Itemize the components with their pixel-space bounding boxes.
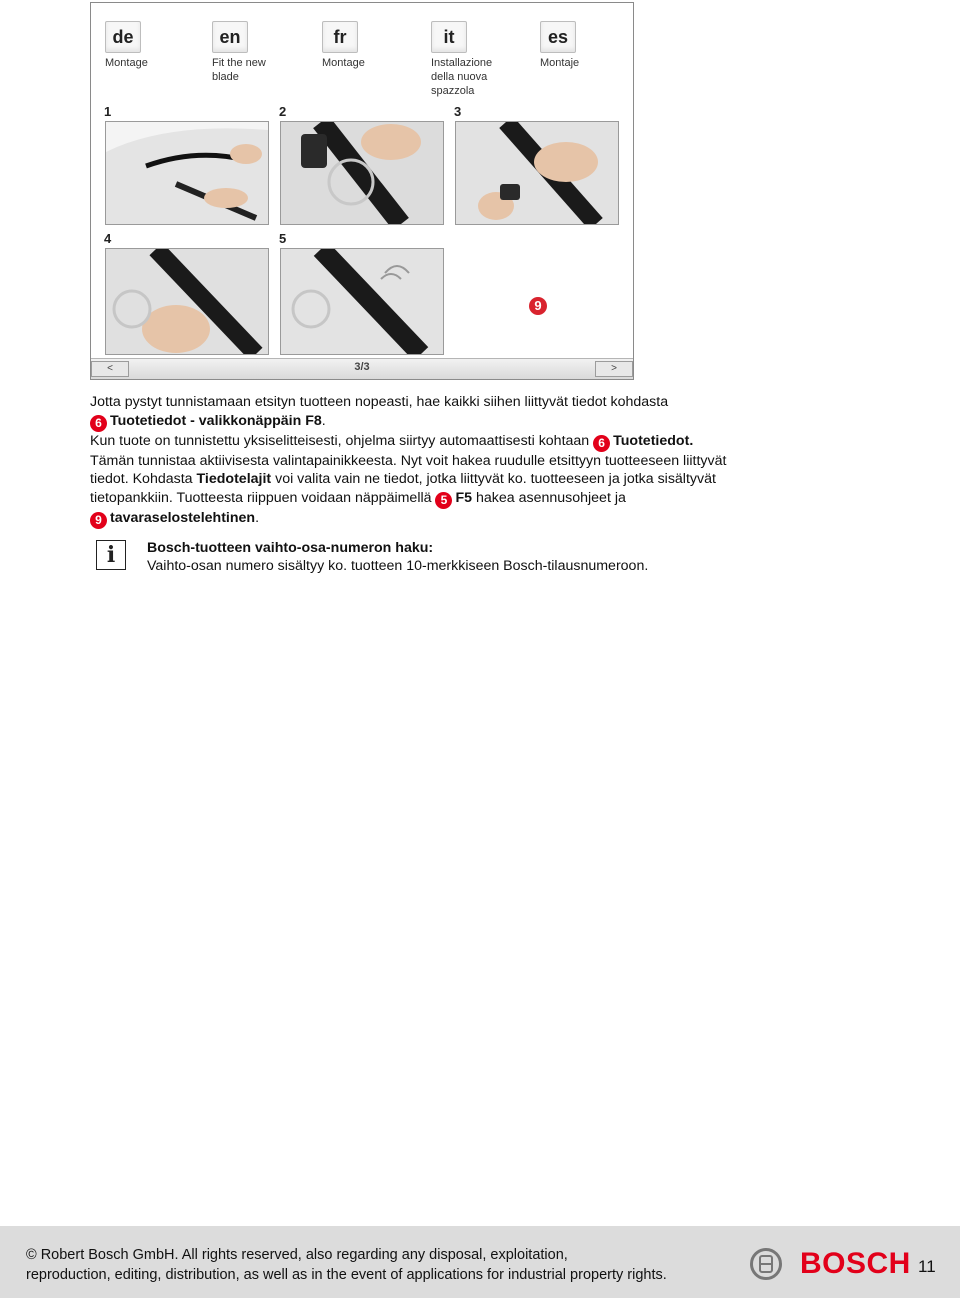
- lang-label: Montage: [105, 57, 148, 69]
- lang-fr[interactable]: [322, 21, 422, 70]
- lang-code: de: [105, 21, 141, 53]
- lang-en[interactable]: [212, 21, 274, 84]
- bosch-armature-icon: [750, 1248, 782, 1280]
- copyright-line-2: reproduction, editing, distribution, as well as in the event of applications for industrial property rights.: [26, 1267, 667, 1283]
- number-6-badge: 6: [593, 435, 610, 452]
- instruction-text: [90, 393, 750, 529]
- warning-number-badge: 9: [529, 297, 547, 315]
- text: voi valita vain ne tiedot, jotka liittyvät ko. tuotteeseen ja jotka sisältyvät tietopankkiin. Tuotteesta riippuen voidaan näppäimellä: [90, 471, 716, 506]
- lang-label: Montaje: [540, 57, 580, 69]
- bosch-wordmark: BOSCH: [800, 1247, 911, 1280]
- text: .: [255, 509, 260, 526]
- step-number: 2: [279, 104, 287, 119]
- lang-label: Installazione della nuova spazzola: [431, 57, 493, 97]
- lang-label: Montage: [322, 57, 365, 69]
- note-text: Vaihto-osan numero sisältyy ko. tuotteen 10-merkkiseen Bosch-tilausnumeroon.: [147, 558, 649, 574]
- page-indicator: 3/3: [354, 361, 370, 373]
- paragraph-1: [90, 393, 750, 432]
- number-5-badge: 5: [435, 492, 452, 509]
- page-number: 11: [918, 1257, 936, 1276]
- lang-code: en: [212, 21, 248, 53]
- lang-de[interactable]: [105, 21, 205, 70]
- text: .: [321, 412, 326, 429]
- step-2-photo: [280, 121, 444, 225]
- bold-text: F5: [455, 489, 473, 506]
- copyright-line-1: © Robert Bosch GmbH. All rights reserved, also regarding any disposal, exploitation,: [26, 1247, 568, 1263]
- step-3-photo: [455, 121, 619, 225]
- step-number: 4: [104, 231, 112, 246]
- info-icon: i: [96, 540, 126, 570]
- paragraph-2: [90, 432, 750, 452]
- text: Tämän tunnistaa aktiivisesta valintapainikkeesta. Nyt voit hakea ruudulle etsittyyn tuotteeseen liittyvät tiedot. Kohdasta: [90, 452, 727, 488]
- step-4-photo: [105, 248, 269, 355]
- installation-screenshot: [90, 2, 634, 380]
- text: Jotta pystyt tunnistamaan etsityn tuotteen nopeasti, hae kaikki siihen liittyvät tiedot kohdasta: [90, 394, 669, 410]
- prev-page-button[interactable]: <: [91, 361, 129, 377]
- text: hakea asennusohjeet ja: [476, 489, 626, 506]
- bold-text: Tuotetiedot.: [613, 432, 694, 449]
- step-number: 5: [279, 231, 287, 246]
- step-number: 3: [454, 104, 462, 119]
- next-page-button[interactable]: >: [595, 361, 633, 377]
- lang-es[interactable]: [540, 21, 640, 70]
- step-1-photo: [105, 121, 269, 225]
- lang-label: Fit the new blade: [212, 57, 266, 83]
- paragraph-3: [90, 452, 750, 529]
- lang-code: fr: [322, 21, 358, 53]
- number-6-badge: 6: [90, 415, 107, 432]
- bold-text: tavaraselostelehtinen: [110, 509, 256, 526]
- note-title: Bosch-tuotteen vaihto-osa-numeron haku:: [147, 540, 434, 556]
- text: Kun tuote on tunnistettu yksiselitteisesti, ohjelma siirtyy automaattisesti kohtaan: [90, 432, 590, 449]
- number-9-badge: 9: [90, 512, 107, 529]
- pager-bar: [91, 358, 633, 379]
- step-5-photo: [280, 248, 444, 355]
- page-footer: [0, 1226, 960, 1298]
- lang-code: es: [540, 21, 576, 53]
- step-number: 1: [104, 104, 112, 119]
- lang-it[interactable]: [431, 21, 509, 98]
- lang-code: it: [431, 21, 467, 53]
- bold-text: Tuotetiedot - valikkonäppäin F8: [110, 412, 322, 429]
- bold-text: Tiedotelajit: [196, 471, 272, 488]
